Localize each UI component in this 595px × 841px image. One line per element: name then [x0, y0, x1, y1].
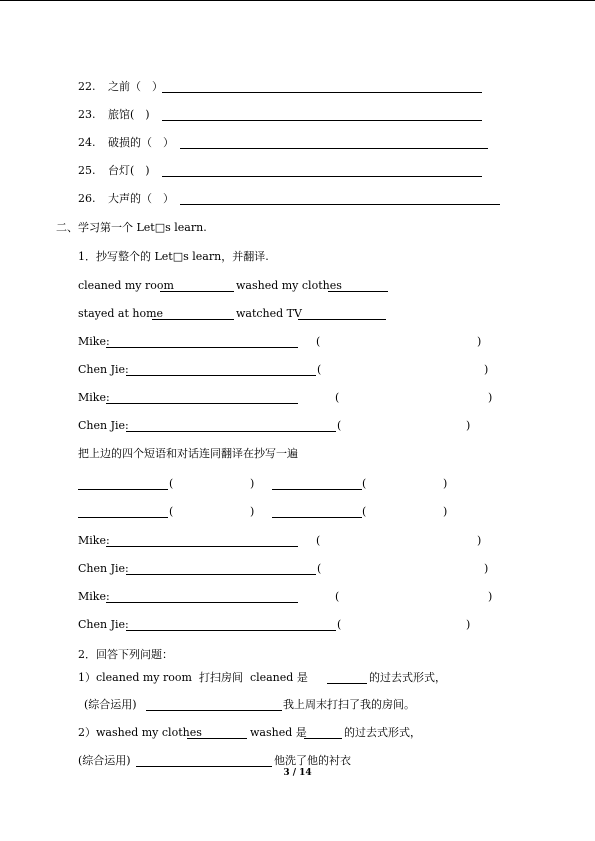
q2-item2-phrase-line[interactable] — [187, 738, 247, 739]
phrase2-answer-line[interactable] — [328, 291, 388, 292]
phrase3-answer-line[interactable] — [152, 319, 234, 320]
dialog-speaker-chen-jie: Chen Jie: — [78, 419, 129, 432]
dialog5-answer-line[interactable] — [106, 546, 298, 547]
phrase-watched-tv: watched TV — [236, 307, 302, 320]
dialog-speaker-mike: Mike: — [78, 335, 110, 348]
paren-close: ) — [488, 590, 493, 603]
dialog-speaker-chen-jie: Chen Jie: — [78, 562, 129, 575]
item-25-label: 台灯( ) — [108, 164, 150, 177]
paren-open: ( — [335, 391, 340, 404]
recopy-phrase4-line[interactable] — [272, 517, 362, 518]
paren-open: ( — [316, 335, 321, 348]
item-24-number: 24. — [78, 136, 96, 149]
item-22-label: 之前（ ） — [108, 80, 163, 93]
item-24-answer-line[interactable] — [180, 148, 488, 149]
q2-instruction: 2．回答下列问题： — [78, 648, 173, 661]
top-border — [0, 0, 595, 1]
q2-item1-apply-label: (综合运用) — [84, 698, 137, 711]
paren-open: ( — [316, 534, 321, 547]
paren-close: ) — [250, 477, 255, 490]
q2-item1-word-line[interactable] — [327, 683, 367, 684]
dialog7-answer-line[interactable] — [106, 602, 298, 603]
paren-close: ) — [443, 477, 448, 490]
recopy-phrase2-line[interactable] — [272, 489, 362, 490]
item-22-answer-line[interactable] — [162, 92, 482, 93]
q2-item2-sentence-line[interactable] — [136, 766, 272, 767]
q2-item2-apply-label: (综合运用) — [78, 754, 131, 767]
dialog-speaker-mike: Mike: — [78, 391, 110, 404]
paren-close: ) — [477, 335, 482, 348]
dialog2-answer-line[interactable] — [126, 375, 316, 376]
dialog-speaker-chen-jie: Chen Jie: — [78, 363, 129, 376]
item-23-number: 23. — [78, 108, 96, 121]
phrase-stayed-at-home: stayed at home — [78, 307, 164, 320]
dialog6-answer-line[interactable] — [126, 574, 316, 575]
dialog3-answer-line[interactable] — [106, 403, 298, 404]
paren-close: ) — [477, 534, 482, 547]
q2-item1-prompt: 1）cleaned my room 打扫房间 cleaned 是 — [78, 671, 308, 684]
q2-item2-suffix: 的过去式形式， — [344, 726, 421, 739]
item-26-number: 26. — [78, 192, 96, 205]
item-23-answer-line[interactable] — [162, 120, 482, 121]
phrase-cleaned-my-room: cleaned my room — [78, 279, 174, 292]
phrase4-answer-line[interactable] — [298, 319, 386, 320]
recopy-phrase1-line[interactable] — [78, 489, 168, 490]
dialog4-answer-line[interactable] — [126, 431, 336, 432]
phrase1-answer-line[interactable] — [160, 291, 234, 292]
dialog-speaker-mike: Mike: — [78, 590, 110, 603]
item-26-label: 大声的（ ） — [108, 192, 174, 205]
dialog1-answer-line[interactable] — [106, 347, 298, 348]
q2-item2-word-line[interactable] — [304, 738, 342, 739]
paren-open: ( — [337, 419, 342, 432]
paren-close: ) — [466, 618, 471, 631]
paren-open: ( — [362, 477, 367, 490]
item-26-answer-line[interactable] — [180, 204, 500, 205]
q2-item2-translation: 他洗了他的衬衣 — [274, 754, 351, 767]
dialog-speaker-mike: Mike: — [78, 534, 110, 547]
q2-item2-prompt: 2）washed my clothes — [78, 726, 202, 739]
paren-open: ( — [317, 363, 322, 376]
item-22-number: 22. — [78, 80, 96, 93]
paren-open: ( — [169, 505, 174, 518]
paren-close: ) — [250, 505, 255, 518]
item-24-label: 破损的（ ） — [108, 136, 174, 149]
q1-instruction: 1．抄写整个的 Let□s learn，并翻译. — [78, 250, 269, 263]
item-25-answer-line[interactable] — [162, 176, 482, 177]
q2-item1-sentence-line[interactable] — [146, 710, 282, 711]
paren-open: ( — [337, 618, 342, 631]
item-23-label: 旅馆( ) — [108, 108, 150, 121]
paren-close: ) — [466, 419, 471, 432]
section-title: 二、学习第一个 Let□s learn. — [56, 221, 207, 234]
q2-item1-suffix: 的过去式形式， — [369, 671, 446, 684]
dialog8-answer-line[interactable] — [126, 630, 336, 631]
dialog-speaker-chen-jie: Chen Jie: — [78, 618, 129, 631]
item-25-number: 25. — [78, 164, 96, 177]
q2-item2-washed-is: washed 是 — [250, 726, 307, 739]
phrase-washed-my-clothes: washed my clothes — [236, 279, 342, 292]
paren-close: ) — [488, 391, 493, 404]
paren-open: ( — [335, 590, 340, 603]
paren-open: ( — [362, 505, 367, 518]
q1-instruction-recopy: 把上边的四个短语和对话连同翻译在抄写一遍 — [78, 447, 298, 460]
recopy-phrase3-line[interactable] — [78, 517, 168, 518]
page-number: 3 / 14 — [283, 768, 312, 778]
paren-close: ) — [443, 505, 448, 518]
q2-item1-translation: 我上周末打扫了我的房间。 — [283, 698, 415, 711]
paren-close: ) — [484, 562, 489, 575]
paren-close: ) — [484, 363, 489, 376]
paren-open: ( — [317, 562, 322, 575]
paren-open: ( — [169, 477, 174, 490]
